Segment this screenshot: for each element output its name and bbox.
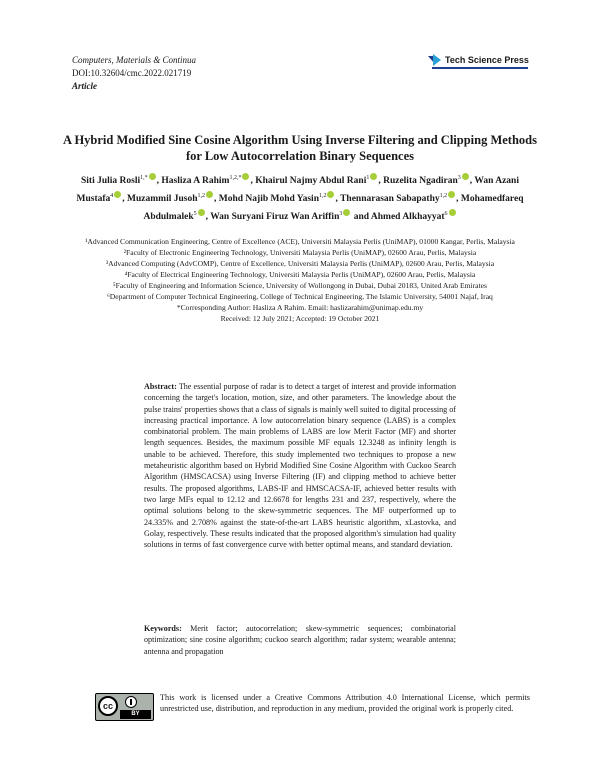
publisher-logo[interactable]: [428, 53, 529, 67]
orcid-icon[interactable]: [448, 191, 455, 198]
author: [255, 176, 378, 186]
abstract-text: The essential purpose of radar is to detect a target of interest and provide information concerning the target's location, motion, size, and other parameters. The knowledge about the pulse trains' properties shows that a class of signals is mainly well suited to digital processing of increasing practical importance. A low autocorrelation binary sequence (LABS) is a complex combinatorial problem. The main problems of LABS are low Merit Factor (MF) and shorter length sequences. Besides, the maximum possible MF equals 12.3248 as infinity length is unable to be achieved. Therefore, this study implemented two techniques to propose a new metaheuristic algorithm based on Hybrid Modified Sine Cosine Algorithm with Cuckoo Search Algorithm (HMSCACSA) using Inverse Filtering (IF) and clipping method to achieve better results. The proposed algorithms, LABS-IF and HMSCACSA-IF, achieved better results with two large MFs equal to 12.12 and 12.6678 for lengths 231 and 237, respectively, where the optimal solutions belong to the skew-symmetric sequences. The MF outperformed up to 24.335% and 2.708% against the state-of-the-art LABS heuristic algorithm, xLastovka, and Golay, respectively. These results indicated that the proposed algorithm's simulation had quality solutions in terms of fast convergence curve with better optimal means, and standard deviation.: [144, 382, 456, 550]
author-name: Wan Azani Mustafa: [76, 176, 519, 205]
author-affiliation-mark: 3: [457, 175, 461, 181]
affiliation-line: ⁵Faculty of Engineering and Information Science, University of Wollongong in Dubai, Dubai 20183, United Arab Emirates: [113, 281, 487, 290]
keywords: [144, 623, 456, 657]
author-name: Mohd Najib Mohd Yasin: [218, 194, 319, 205]
author-name: Ruzelita Ngadiran: [383, 176, 458, 187]
affiliation-line: ¹Advanced Communication Engineering, Centre of Excellence (ACE), Universiti Malaysia Perlis (UniMAP), 01000 Kangar, Perlis, Malaysia: [85, 237, 515, 246]
publisher-underline: [432, 67, 528, 69]
author-name: Siti Julia Rosli: [81, 176, 141, 187]
orcid-icon[interactable]: [242, 173, 249, 180]
doi[interactable]: DOI:10.32604/cmc.2022.021719: [72, 68, 192, 78]
author: [383, 176, 470, 186]
orcid-icon[interactable]: [462, 173, 469, 180]
author: [161, 176, 250, 186]
author-affiliation-mark: 1,2: [197, 193, 206, 200]
orcid-icon[interactable]: [149, 173, 156, 180]
author: [127, 194, 214, 204]
article-type: Article: [72, 81, 97, 91]
affiliation-line: ⁴Faculty of Electrical Engineering Technology, Universiti Malaysia Perlis (UniMAP), 02600 Arau, Perlis, Malaysia: [124, 270, 476, 279]
creative-commons-icon: cc: [98, 696, 118, 716]
journal-name: Computers, Materials & Continua: [72, 55, 197, 65]
orcid-icon[interactable]: [198, 209, 205, 216]
abstract-label: Abstract:: [144, 382, 177, 391]
author: [371, 212, 457, 222]
publisher-name: Tech Science Press: [445, 55, 529, 65]
cc-by-label: BY: [120, 710, 151, 719]
author-affiliation-mark: 1,2,*: [229, 175, 242, 181]
abstract: [144, 381, 456, 550]
author: [210, 212, 351, 222]
keywords-label: Keywords:: [144, 624, 182, 633]
author-affiliation-mark: 1: [366, 175, 370, 181]
author: [219, 194, 336, 204]
author-affiliation-mark: 4: [110, 193, 114, 200]
orcid-icon[interactable]: [114, 191, 121, 198]
affiliation-line: ⁶Department of Computer Technical Engineering, College of Technical Engineering, The Islamic University, 54001 Najaf, Iraq: [107, 292, 493, 301]
cc-by-license-badge[interactable]: [95, 693, 154, 721]
keywords-text: Merit factor; autocorrelation; skew-symmetric sequences; combinatorial optimization; sine cosine algorithm; cuckoo search algorithm; radar system; wearable antenna; antenna and propagation: [144, 624, 456, 656]
author-affiliation-mark: 1,*: [140, 175, 148, 181]
paper-title: A Hybrid Modified Sine Cosine Algorithm Using Inverse Filtering and Clipping Methods for Low Autocorrelation Binary Sequences: [62, 133, 537, 163]
affiliation-line: ²Faculty of Electronic Engineering Technology, Universiti Malaysia Perlis (UniMAP), 02600 Arau, Perlis, Malaysia: [123, 248, 477, 257]
orcid-icon[interactable]: [370, 173, 377, 180]
orcid-icon[interactable]: [327, 191, 334, 198]
author-name: Khairul Najmy Abdul Rani: [255, 176, 367, 187]
author-name: Wan Suryani Firuz Wan Ariffin: [210, 212, 340, 223]
affiliation-line: ³Advanced Computing (AdvCOMP), Centre of Excellence, Universiti Malaysia Perlis (UniMAP), 02600 Arau, Perlis, Malaysia: [105, 259, 495, 268]
author-name: Hasliza A Rahim: [161, 176, 230, 187]
author-name: Muzammil Jusoh: [127, 194, 198, 205]
affiliation-line: Received: 12 July 2021; Accepted: 19 October 2021: [220, 314, 380, 323]
author: [81, 176, 157, 186]
orcid-icon[interactable]: [449, 209, 456, 216]
attribution-person-icon: [125, 696, 137, 708]
author-affiliation-mark: 1,2: [439, 193, 448, 200]
orcid-icon[interactable]: [206, 191, 213, 198]
author-affiliation-mark: 1,2: [318, 193, 327, 200]
author: [340, 194, 456, 204]
author-affiliation-mark: 6: [444, 211, 448, 218]
author-list: Siti Julia Rosli$^{1,*}$ , Hasliza A Rahim$^{1,2,*}$ , Khairul Najmy Abdul Rani$^1$ , Ruzelita Ngadiran$^3$ , Wan Azani Mustafa$^4$ , Muzammil Jusoh$^{1,2}$ , Mohd Najib Mohd Yasin$^{1,2}$ , Thennarasan Sabapathy$^{1,2}$ , Mohamedfareq Abdulmalek$^5$ , Wan Suryani Firuz Wan Ariffin$^3$ and Ahmed Alkhayyat$^6$: [76, 175, 524, 223]
author-name: Thennarasan Sabapathy: [340, 194, 440, 205]
author-affiliation-mark: 3: [339, 211, 343, 218]
orcid-icon[interactable]: [343, 209, 350, 216]
affiliation-line: *Corresponding Author: Hasliza A Rahim. Email: haslizarahim@unimap.edu.my: [176, 303, 424, 312]
author-name: Ahmed Alkhayyat: [370, 212, 445, 223]
author-name: Mohamedfareq Abdulmalek: [143, 194, 524, 223]
affiliations: [70, 236, 530, 324]
license-text: This work is licensed under a Creative Commons Attribution 4.0 International License, which permits unrestricted use, distribution, and reproduction in any medium, provided the original work is properly cited.: [160, 693, 530, 714]
author-affiliation-mark: 5: [193, 211, 197, 218]
tech-science-press-logo-icon: [428, 54, 442, 66]
